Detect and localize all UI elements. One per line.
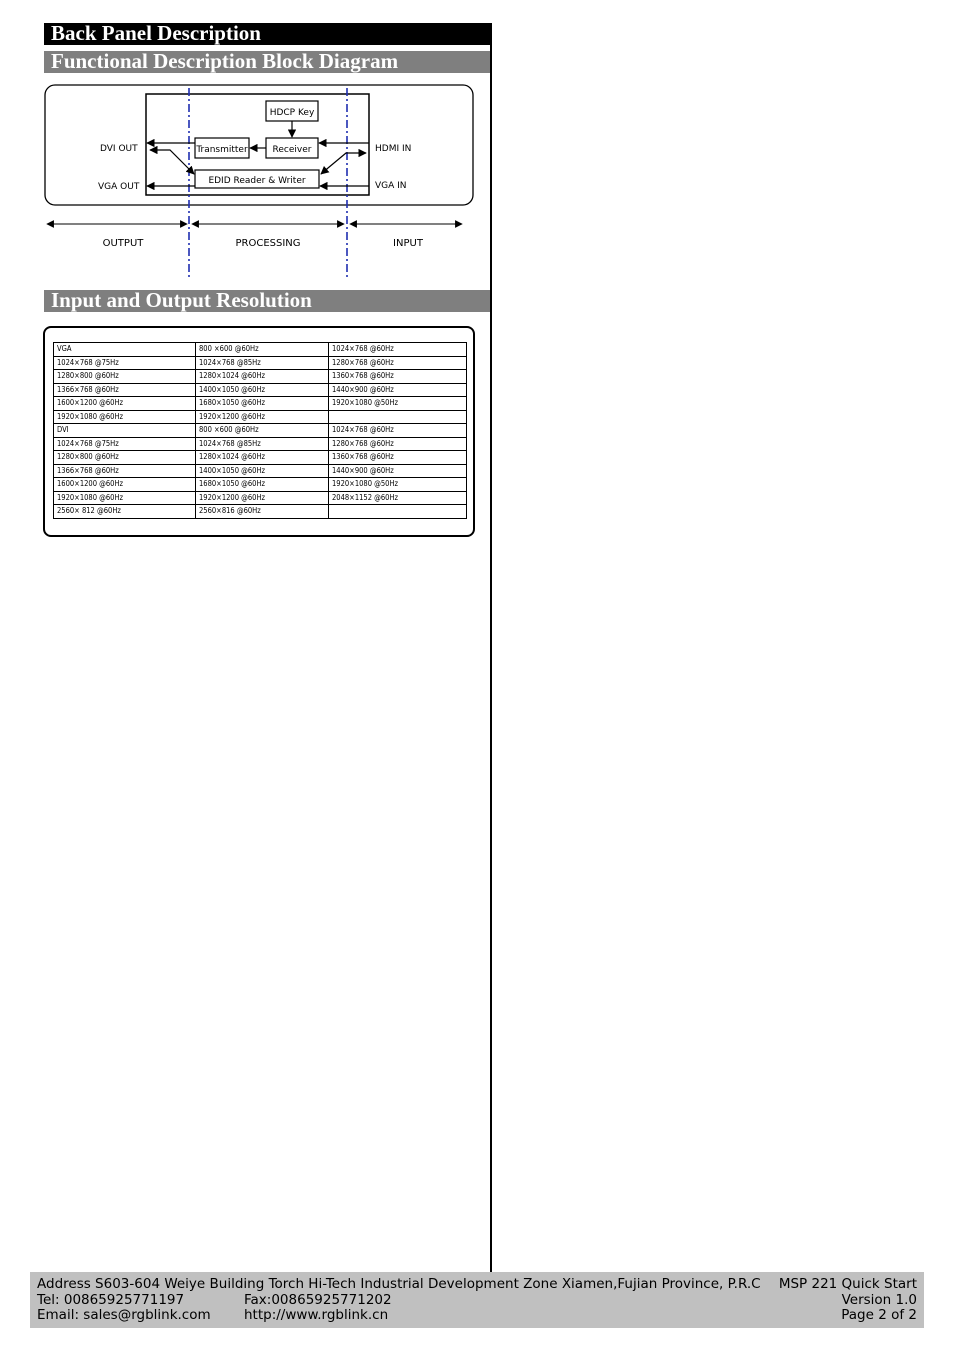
table-row bbox=[54, 343, 467, 357]
hdmi-edid-link bbox=[321, 153, 366, 174]
table-cell: 1024×768 @85Hz bbox=[196, 356, 329, 370]
section-back-panel-heading: Back Panel Description bbox=[44, 23, 490, 45]
table-cell: 800 ×600 @60Hz bbox=[196, 343, 329, 357]
table-cell bbox=[329, 410, 467, 424]
footer-version: Version 1.0 bbox=[841, 1292, 917, 1308]
table-cell: 1400×1050 @60Hz bbox=[196, 464, 329, 478]
table-row bbox=[54, 464, 467, 478]
section-io-resolution-heading: Input and Output Resolution bbox=[44, 290, 490, 312]
table-cell: 1680×1050 @60Hz bbox=[196, 478, 329, 492]
footer-address: Address S603-604 Weiye Building Torch Hi-Tech Industrial Development Zone Xiamen,Fujian Province, P.R.C bbox=[37, 1276, 761, 1292]
table-cell: 1920×1200 @60Hz bbox=[196, 410, 329, 424]
table-cell: 1400×1050 @60Hz bbox=[196, 383, 329, 397]
page-footer bbox=[30, 1272, 924, 1328]
table-row bbox=[54, 505, 467, 519]
section-block-diagram-heading: Functional Description Block Diagram bbox=[44, 51, 490, 73]
table-cell: 1024×768 @75Hz bbox=[54, 356, 196, 370]
resolution-table-frame bbox=[43, 326, 475, 537]
footer-page-number: Page 2 of 2 bbox=[841, 1307, 917, 1323]
table-cell: DVI bbox=[54, 424, 196, 438]
table-cell: 1920×1080 @60Hz bbox=[54, 410, 196, 424]
table-cell: 1920×1080 @50Hz bbox=[329, 478, 467, 492]
column-divider bbox=[490, 23, 492, 1273]
table-cell: 1440×900 @60Hz bbox=[329, 464, 467, 478]
hdmi-in-label: HDMI IN bbox=[375, 144, 412, 154]
receiver-label: Receiver bbox=[272, 145, 312, 155]
table-cell: 1680×1050 @60Hz bbox=[196, 397, 329, 411]
dvi-edid-link bbox=[150, 150, 194, 174]
input-zone-label: INPUT bbox=[393, 238, 423, 249]
processing-zone-label: PROCESSING bbox=[235, 238, 301, 249]
table-row bbox=[54, 424, 467, 438]
table-cell: 1360×768 @60Hz bbox=[329, 451, 467, 465]
table-cell: 1600×1200 @60Hz bbox=[54, 478, 196, 492]
transmitter-label: Transmitter bbox=[196, 145, 248, 155]
table-cell: 1024×768 @85Hz bbox=[196, 437, 329, 451]
table-cell bbox=[329, 505, 467, 519]
table-row bbox=[54, 410, 467, 424]
table-row bbox=[54, 478, 467, 492]
table-cell: VGA bbox=[54, 343, 196, 357]
resolution-table bbox=[53, 342, 467, 519]
table-cell: 1024×768 @60Hz bbox=[329, 424, 467, 438]
block-diagram bbox=[0, 0, 490, 285]
output-zone-label: OUTPUT bbox=[102, 238, 144, 249]
table-cell: 1440×900 @60Hz bbox=[329, 383, 467, 397]
footer-product: MSP 221 Quick Start bbox=[778, 1276, 917, 1292]
table-row bbox=[54, 491, 467, 505]
table-row bbox=[54, 397, 467, 411]
footer-email[interactable]: Email: sales@rgblink.com bbox=[37, 1307, 211, 1323]
table-cell: 1360×768 @60Hz bbox=[329, 370, 467, 384]
vga-in-label: VGA IN bbox=[375, 181, 407, 191]
dvi-out-label: DVI OUT bbox=[100, 144, 138, 154]
table-row bbox=[54, 451, 467, 465]
table-cell: 1366×768 @60Hz bbox=[54, 464, 196, 478]
table-cell: 1024×768 @60Hz bbox=[329, 343, 467, 357]
table-row bbox=[54, 437, 467, 451]
table-cell: 2560× 812 @60Hz bbox=[54, 505, 196, 519]
table-cell: 1366×768 @60Hz bbox=[54, 383, 196, 397]
table-cell: 1280×1024 @60Hz bbox=[196, 451, 329, 465]
edid-label: EDID Reader & Writer bbox=[208, 176, 306, 186]
footer-website[interactable]: http://www.rgblink.cn bbox=[244, 1307, 389, 1323]
table-cell: 1920×1080 @50Hz bbox=[329, 397, 467, 411]
table-cell: 1280×800 @60Hz bbox=[54, 370, 196, 384]
vga-out-label: VGA OUT bbox=[98, 182, 140, 192]
table-cell: 2560×816 @60Hz bbox=[196, 505, 329, 519]
table-row bbox=[54, 370, 467, 384]
table-cell: 1600×1200 @60Hz bbox=[54, 397, 196, 411]
table-cell: 1920×1200 @60Hz bbox=[196, 491, 329, 505]
table-row bbox=[54, 383, 467, 397]
table-cell: 1280×768 @60Hz bbox=[329, 356, 467, 370]
table-row bbox=[54, 356, 467, 370]
hdcp-key-label: HDCP Key bbox=[269, 108, 315, 118]
footer-tel: Tel: 00865925771197 bbox=[37, 1292, 185, 1308]
table-cell: 1024×768 @75Hz bbox=[54, 437, 196, 451]
footer-fax: Fax:00865925771202 bbox=[244, 1292, 392, 1308]
table-cell: 1280×800 @60Hz bbox=[54, 451, 196, 465]
table-cell: 1920×1080 @60Hz bbox=[54, 491, 196, 505]
table-cell: 2048×1152 @60Hz bbox=[329, 491, 467, 505]
table-cell: 1280×1024 @60Hz bbox=[196, 370, 329, 384]
table-cell: 800 ×600 @60Hz bbox=[196, 424, 329, 438]
table-cell: 1280×768 @60Hz bbox=[329, 437, 467, 451]
